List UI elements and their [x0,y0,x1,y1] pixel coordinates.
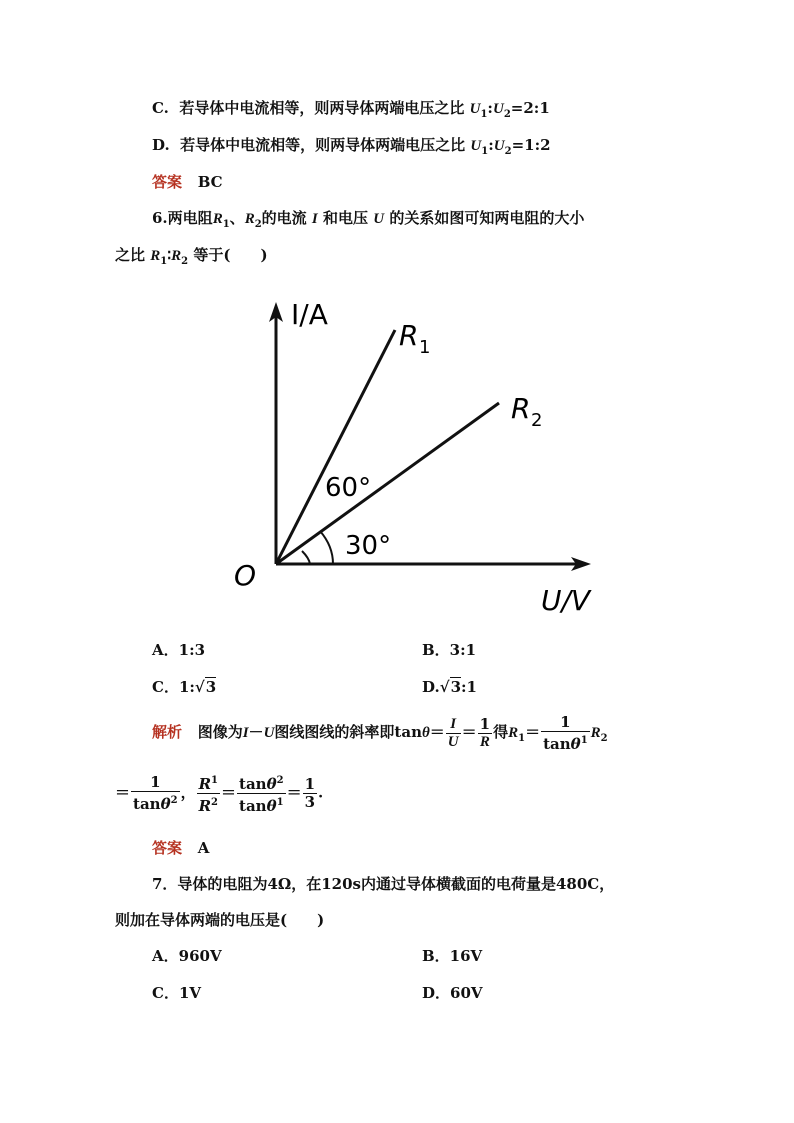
angle-30-label: 30° [345,531,392,561]
q6-option-d: D.√3:1 [422,678,477,696]
q7-option-c: C．1V [152,984,202,1002]
q7-option-b: B．16V [422,947,483,965]
q6-option-b: B．3:1 [422,641,477,659]
q5-option-d: D. 若导体中电流相等，则两导体两端电压之比 $U_1:U_2=1:2$ [152,136,551,157]
r2-label: R [511,392,531,425]
r1-sub-label: 1 [419,337,431,358]
origin-label: O [234,559,257,592]
q6-analysis-line1: 解析 图像为I－U图线图线的斜率即tanθ＝ $\frac{I}{U}$ ＝ $\frac{1}{R}$ 得$R_1=$ $\frac{1}{\tan\theta^1}$ $R_2$ [152,712,608,753]
y-axis-label: I/A [291,298,328,331]
iu-graph [225,298,610,618]
q6-stem-line2: 之比 $R_1∶R_2$ 等于( ) [115,246,268,267]
q7-option-d: D．60V [422,984,483,1002]
q7-option-a: A．960V [152,947,222,965]
q6-answer: 答案 A [152,839,210,857]
angle-60-label: 60° [325,473,372,503]
r2-sub-label: 2 [531,410,543,431]
angle-arc-30 [320,531,333,564]
angle-arc-60 [302,551,310,564]
q6-option-c: C．1:√3 [152,678,217,696]
q6-option-a: A．1:3 [152,641,206,659]
q7-stem-line2: 则加在导体两端的电压是( ) [115,911,325,929]
x-axis-label: U/V [541,584,591,617]
q6-analysis-line2: ＝ $\frac{1}{\tan\theta^2}$ ， $\frac{R^1}{R^2}$ ＝ $\frac{\tan\theta^2}{\tan\theta^1}$ ＝ $\frac{1}{3}$ . [115,773,324,815]
r1-label: R [399,319,419,352]
q5-answer: 答案 BC [152,173,223,191]
line-r1 [276,330,395,564]
q6-stem-line1: 6.两电阻$R_1$、$R_2$的电流 I 和电压 U 的关系如图可知两电阻的大小 [152,209,585,230]
q7-stem-line1: 7．导体的电阻为4Ω，在120s内通过导体横截面的电荷量是480C， [152,875,615,893]
q5-option-c: C. 若导体中电流相等，则两导体两端电压之比 $U_1:U_2=2:1$ [152,99,550,120]
